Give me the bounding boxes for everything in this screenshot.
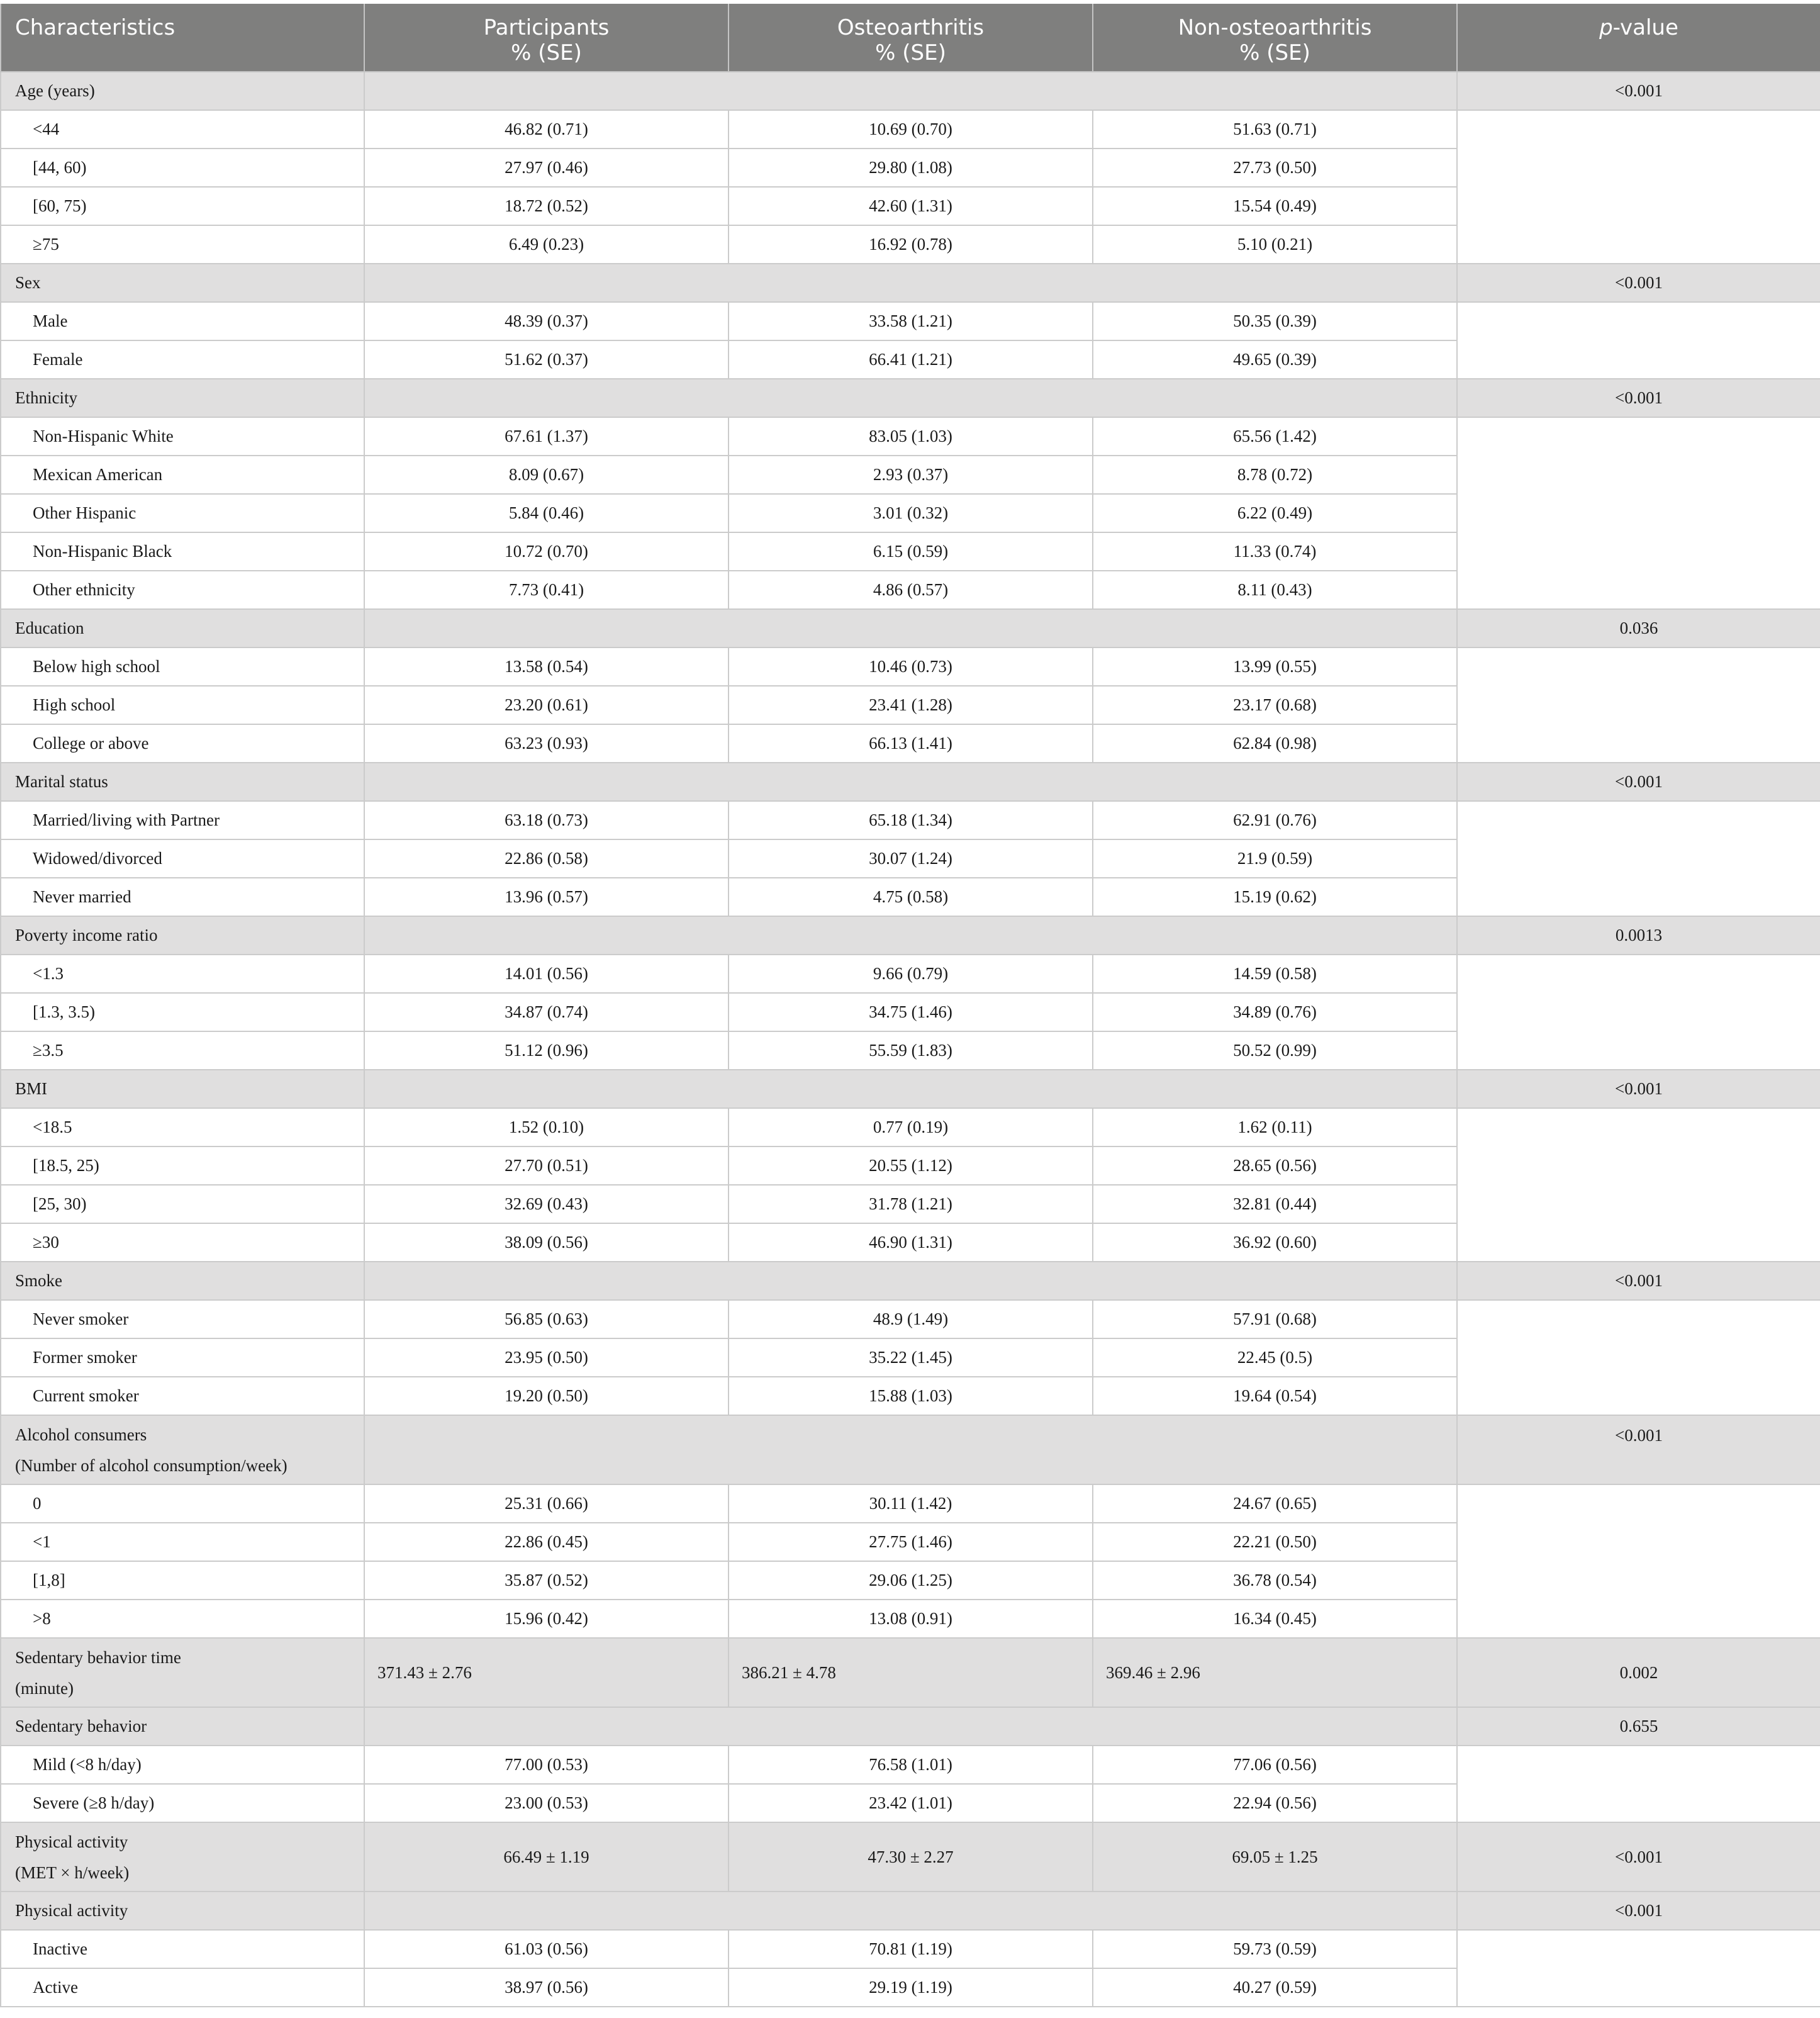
row-label: [44, 60) — [1, 149, 364, 187]
p-value-blank-cell — [1457, 1484, 1820, 1638]
row-label: ≥3.5 — [1, 1031, 364, 1070]
header-non-osteoarthritis-unit: % (SE) — [1239, 40, 1310, 65]
row-label: [1.3, 3.5) — [1, 993, 364, 1031]
row-label: Below high school — [1, 647, 364, 686]
group-value-oa: 386.21 ± 4.78 — [729, 1638, 1093, 1707]
header-osteoarthritis-label: Osteoarthritis — [837, 15, 985, 40]
cell-osteoarthritis: 4.75 (0.58) — [729, 878, 1093, 916]
group-label-text: Sedentary behavior — [15, 1717, 147, 1735]
p-value-blank-cell — [1457, 302, 1820, 379]
group-spacer — [364, 264, 1457, 302]
p-value-blank-cell — [1457, 1300, 1820, 1415]
p-value-blank-cell — [1457, 647, 1820, 763]
row-label: Widowed/divorced — [1, 839, 364, 878]
cell-osteoarthritis: 16.92 (0.78) — [729, 225, 1093, 264]
row-label: Non-Hispanic White — [1, 417, 364, 456]
group-row — [1, 916, 1820, 955]
group-spacer — [364, 72, 1457, 110]
header-p-rest: -value — [1612, 15, 1678, 40]
cell-non-osteoarthritis: 36.92 (0.60) — [1093, 1223, 1457, 1262]
cell-non-osteoarthritis: 36.78 (0.54) — [1093, 1561, 1457, 1600]
cell-osteoarthritis: 23.41 (1.28) — [729, 686, 1093, 724]
row-label: <18.5 — [1, 1108, 364, 1146]
row-label: Active — [1, 1968, 364, 2007]
group-label — [1, 1638, 364, 1707]
header-non-osteoarthritis — [1093, 4, 1457, 72]
group-label — [1, 1707, 364, 1746]
row-label: Married/living with Partner — [1, 801, 364, 839]
cell-osteoarthritis: 35.22 (1.45) — [729, 1338, 1093, 1377]
p-value: <0.001 — [1457, 72, 1820, 110]
cell-participants: 1.52 (0.10) — [364, 1108, 729, 1146]
group-spacer — [364, 1070, 1457, 1108]
cell-participants: 8.09 (0.67) — [364, 456, 729, 494]
group-spacer — [364, 763, 1457, 801]
cell-participants: 15.96 (0.42) — [364, 1600, 729, 1638]
group-label — [1, 72, 364, 110]
cell-osteoarthritis: 65.18 (1.34) — [729, 801, 1093, 839]
group-label-text: Education — [15, 619, 84, 637]
row-label: <44 — [1, 110, 364, 149]
row-label: ≥75 — [1, 225, 364, 264]
header-p-value-label — [1464, 15, 1814, 40]
group-label — [1, 763, 364, 801]
row-label: Mild (<8 h/day) — [1, 1746, 364, 1784]
row-label: Other Hispanic — [1, 494, 364, 532]
row-label: Non-Hispanic Black — [1, 532, 364, 571]
group-label-text: Physical activity — [15, 1901, 128, 1920]
p-value: <0.001 — [1457, 1892, 1820, 1930]
cell-osteoarthritis: 66.41 (1.21) — [729, 340, 1093, 379]
cell-osteoarthritis: 6.15 (0.59) — [729, 532, 1093, 571]
cell-osteoarthritis: 31.78 (1.21) — [729, 1185, 1093, 1223]
cell-participants: 7.73 (0.41) — [364, 571, 729, 609]
p-value: 0.036 — [1457, 609, 1820, 647]
cell-participants: 63.23 (0.93) — [364, 724, 729, 763]
cell-non-osteoarthritis: 59.73 (0.59) — [1093, 1930, 1457, 1968]
group-spacer — [364, 916, 1457, 955]
table-row — [1, 1108, 1820, 1146]
row-label: Other ethnicity — [1, 571, 364, 609]
table-header — [1, 4, 1820, 72]
row-label: [1,8] — [1, 1561, 364, 1600]
cell-participants: 61.03 (0.56) — [364, 1930, 729, 1968]
cell-osteoarthritis: 70.81 (1.19) — [729, 1930, 1093, 1968]
group-value-oa: 47.30 ± 2.27 — [729, 1822, 1093, 1892]
group-label — [1, 1415, 364, 1484]
cell-participants: 48.39 (0.37) — [364, 302, 729, 340]
group-value-non-oa: 69.05 ± 1.25 — [1093, 1822, 1457, 1892]
cell-non-osteoarthritis: 8.78 (0.72) — [1093, 456, 1457, 494]
row-label: <1.3 — [1, 955, 364, 993]
p-value-blank-cell — [1457, 801, 1820, 916]
group-label-text: Alcohol consumers — [15, 1425, 147, 1444]
p-value: 0.655 — [1457, 1707, 1820, 1746]
p-value-blank-cell — [1457, 1930, 1820, 2007]
cell-participants: 27.97 (0.46) — [364, 149, 729, 187]
group-row — [1, 1892, 1820, 1930]
row-label: [18.5, 25) — [1, 1146, 364, 1185]
group-row — [1, 763, 1820, 801]
cell-osteoarthritis: 15.88 (1.03) — [729, 1377, 1093, 1415]
cell-participants: 13.96 (0.57) — [364, 878, 729, 916]
cell-non-osteoarthritis: 28.65 (0.56) — [1093, 1146, 1457, 1185]
cell-non-osteoarthritis: 22.94 (0.56) — [1093, 1784, 1457, 1822]
cell-osteoarthritis: 20.55 (1.12) — [729, 1146, 1093, 1185]
group-spacer — [364, 609, 1457, 647]
cell-participants: 23.95 (0.50) — [364, 1338, 729, 1377]
p-value-blank-cell — [1457, 1108, 1820, 1262]
cell-non-osteoarthritis: 21.9 (0.59) — [1093, 839, 1457, 878]
table-row — [1, 1930, 1820, 1968]
group-spacer — [364, 1415, 1457, 1484]
cell-osteoarthritis: 66.13 (1.41) — [729, 724, 1093, 763]
cell-osteoarthritis: 0.77 (0.19) — [729, 1108, 1093, 1146]
cell-participants: 22.86 (0.58) — [364, 839, 729, 878]
table-row — [1, 417, 1820, 456]
p-value-blank-cell — [1457, 1746, 1820, 1822]
group-label — [1, 379, 364, 417]
group-label — [1, 609, 364, 647]
cell-non-osteoarthritis: 62.91 (0.76) — [1093, 801, 1457, 839]
cell-non-osteoarthritis: 49.65 (0.39) — [1093, 340, 1457, 379]
cell-participants: 38.09 (0.56) — [364, 1223, 729, 1262]
cell-non-osteoarthritis: 15.19 (0.62) — [1093, 878, 1457, 916]
cell-non-osteoarthritis: 22.21 (0.50) — [1093, 1523, 1457, 1561]
cell-participants: 23.20 (0.61) — [364, 686, 729, 724]
cell-participants: 14.01 (0.56) — [364, 955, 729, 993]
header-non-osteoarthritis-label: Non-osteoarthritis — [1178, 15, 1372, 40]
group-label — [1, 1070, 364, 1108]
cell-osteoarthritis: 30.11 (1.42) — [729, 1484, 1093, 1523]
cell-participants: 32.69 (0.43) — [364, 1185, 729, 1223]
row-label: Female — [1, 340, 364, 379]
header-row — [1, 4, 1820, 72]
cell-participants: 6.49 (0.23) — [364, 225, 729, 264]
table-row — [1, 1484, 1820, 1523]
group-row — [1, 1262, 1820, 1300]
group-label-subtext: (minute) — [15, 1679, 74, 1698]
header-characteristics — [1, 4, 364, 72]
cell-participants: 13.58 (0.54) — [364, 647, 729, 686]
cell-non-osteoarthritis: 24.67 (0.65) — [1093, 1484, 1457, 1523]
group-spacer — [364, 379, 1457, 417]
cell-non-osteoarthritis: 6.22 (0.49) — [1093, 494, 1457, 532]
group-row — [1, 1822, 1820, 1892]
cell-osteoarthritis: 27.75 (1.46) — [729, 1523, 1093, 1561]
table-row — [1, 1746, 1820, 1784]
table-row — [1, 110, 1820, 149]
cell-non-osteoarthritis: 5.10 (0.21) — [1093, 225, 1457, 264]
group-value-non-oa: 369.46 ± 2.96 — [1093, 1638, 1457, 1707]
p-value-blank-cell — [1457, 955, 1820, 1070]
p-value: <0.001 — [1457, 1070, 1820, 1108]
cell-participants: 18.72 (0.52) — [364, 187, 729, 225]
cell-osteoarthritis: 10.69 (0.70) — [729, 110, 1093, 149]
row-label: Male — [1, 302, 364, 340]
cell-non-osteoarthritis: 40.27 (0.59) — [1093, 1968, 1457, 2007]
cell-non-osteoarthritis: 19.64 (0.54) — [1093, 1377, 1457, 1415]
group-label — [1, 1262, 364, 1300]
row-label: 0 — [1, 1484, 364, 1523]
group-label-subtext: (Number of alcohol consumption/week) — [15, 1456, 288, 1475]
cell-participants: 77.00 (0.53) — [364, 1746, 729, 1784]
group-label-text: Smoke — [15, 1271, 63, 1290]
cell-non-osteoarthritis: 22.45 (0.5) — [1093, 1338, 1457, 1377]
header-participants-label: Participants — [483, 15, 610, 40]
cell-osteoarthritis: 29.06 (1.25) — [729, 1561, 1093, 1600]
group-label — [1, 1822, 364, 1892]
cell-osteoarthritis: 48.9 (1.49) — [729, 1300, 1093, 1338]
row-label: [60, 75) — [1, 187, 364, 225]
row-label: Inactive — [1, 1930, 364, 1968]
cell-non-osteoarthritis: 50.35 (0.39) — [1093, 302, 1457, 340]
group-row — [1, 264, 1820, 302]
header-participants-unit: % (SE) — [511, 40, 582, 65]
cell-non-osteoarthritis: 1.62 (0.11) — [1093, 1108, 1457, 1146]
p-value: <0.001 — [1457, 763, 1820, 801]
p-value: <0.001 — [1457, 1262, 1820, 1300]
group-label-text: Age (years) — [15, 81, 95, 100]
table-row — [1, 302, 1820, 340]
cell-participants: 38.97 (0.56) — [364, 1968, 729, 2007]
group-label-text: Physical activity — [15, 1832, 128, 1851]
row-label: <1 — [1, 1523, 364, 1561]
cell-participants: 23.00 (0.53) — [364, 1784, 729, 1822]
header-osteoarthritis-unit: % (SE) — [875, 40, 946, 65]
p-value-blank-cell — [1457, 417, 1820, 609]
cell-non-osteoarthritis: 16.34 (0.45) — [1093, 1600, 1457, 1638]
cell-non-osteoarthritis: 62.84 (0.98) — [1093, 724, 1457, 763]
cell-osteoarthritis: 9.66 (0.79) — [729, 955, 1093, 993]
header-p-value — [1457, 4, 1820, 72]
table-row — [1, 647, 1820, 686]
cell-participants: 35.87 (0.52) — [364, 1561, 729, 1600]
cell-osteoarthritis: 23.42 (1.01) — [729, 1784, 1093, 1822]
cell-non-osteoarthritis: 50.52 (0.99) — [1093, 1031, 1457, 1070]
group-value-participants: 66.49 ± 1.19 — [364, 1822, 729, 1892]
p-value: <0.001 — [1457, 1822, 1820, 1892]
cell-participants: 46.82 (0.71) — [364, 110, 729, 149]
table-row — [1, 955, 1820, 993]
row-label: [25, 30) — [1, 1185, 364, 1223]
characteristics-table-container — [0, 4, 1820, 2007]
p-value: <0.001 — [1457, 1415, 1820, 1484]
cell-non-osteoarthritis: 15.54 (0.49) — [1093, 187, 1457, 225]
header-osteoarthritis — [729, 4, 1093, 72]
cell-non-osteoarthritis: 8.11 (0.43) — [1093, 571, 1457, 609]
p-value-blank-cell — [1457, 110, 1820, 264]
cell-non-osteoarthritis: 34.89 (0.76) — [1093, 993, 1457, 1031]
cell-osteoarthritis: 4.86 (0.57) — [729, 571, 1093, 609]
cell-non-osteoarthritis: 51.63 (0.71) — [1093, 110, 1457, 149]
cell-osteoarthritis: 13.08 (0.91) — [729, 1600, 1093, 1638]
row-label: ≥30 — [1, 1223, 364, 1262]
group-label-text: Poverty income ratio — [15, 926, 158, 945]
row-label: Former smoker — [1, 1338, 364, 1377]
cell-participants: 34.87 (0.74) — [364, 993, 729, 1031]
row-label: Never married — [1, 878, 364, 916]
cell-non-osteoarthritis: 23.17 (0.68) — [1093, 686, 1457, 724]
group-row — [1, 1707, 1820, 1746]
cell-participants: 19.20 (0.50) — [364, 1377, 729, 1415]
cell-osteoarthritis: 29.19 (1.19) — [729, 1968, 1093, 2007]
row-label: High school — [1, 686, 364, 724]
p-value: <0.001 — [1457, 379, 1820, 417]
cell-participants: 51.62 (0.37) — [364, 340, 729, 379]
cell-participants: 22.86 (0.45) — [364, 1523, 729, 1561]
cell-participants: 25.31 (0.66) — [364, 1484, 729, 1523]
table-body — [1, 72, 1820, 2007]
group-spacer — [364, 1892, 1457, 1930]
p-value: 0.0013 — [1457, 916, 1820, 955]
cell-non-osteoarthritis: 77.06 (0.56) — [1093, 1746, 1457, 1784]
cell-osteoarthritis: 55.59 (1.83) — [729, 1031, 1093, 1070]
group-row — [1, 1638, 1820, 1707]
cell-participants: 63.18 (0.73) — [364, 801, 729, 839]
cell-participants: 51.12 (0.96) — [364, 1031, 729, 1070]
cell-osteoarthritis: 34.75 (1.46) — [729, 993, 1093, 1031]
row-label: College or above — [1, 724, 364, 763]
cell-participants: 5.84 (0.46) — [364, 494, 729, 532]
cell-osteoarthritis: 76.58 (1.01) — [729, 1746, 1093, 1784]
cell-non-osteoarthritis: 13.99 (0.55) — [1093, 647, 1457, 686]
row-label: >8 — [1, 1600, 364, 1638]
group-label-text: Sex — [15, 273, 41, 292]
cell-osteoarthritis: 29.80 (1.08) — [729, 149, 1093, 187]
cell-osteoarthritis: 33.58 (1.21) — [729, 302, 1093, 340]
cell-non-osteoarthritis: 27.73 (0.50) — [1093, 149, 1457, 187]
cell-participants: 27.70 (0.51) — [364, 1146, 729, 1185]
cell-non-osteoarthritis: 65.56 (1.42) — [1093, 417, 1457, 456]
group-row — [1, 609, 1820, 647]
row-label: Mexican American — [1, 456, 364, 494]
cell-non-osteoarthritis: 57.91 (0.68) — [1093, 1300, 1457, 1338]
group-label-text: BMI — [15, 1079, 48, 1098]
group-label-text: Sedentary behavior time — [15, 1648, 181, 1667]
cell-osteoarthritis: 83.05 (1.03) — [729, 417, 1093, 456]
cell-non-osteoarthritis: 11.33 (0.74) — [1093, 532, 1457, 571]
cell-osteoarthritis: 2.93 (0.37) — [729, 456, 1093, 494]
cell-osteoarthritis: 42.60 (1.31) — [729, 187, 1093, 225]
group-row — [1, 72, 1820, 110]
group-label — [1, 264, 364, 302]
group-row — [1, 379, 1820, 417]
group-spacer — [364, 1707, 1457, 1746]
table-row — [1, 1300, 1820, 1338]
row-label: Current smoker — [1, 1377, 364, 1415]
cell-non-osteoarthritis: 32.81 (0.44) — [1093, 1185, 1457, 1223]
row-label: Severe (≥8 h/day) — [1, 1784, 364, 1822]
cell-participants: 10.72 (0.70) — [364, 532, 729, 571]
group-spacer — [364, 1262, 1457, 1300]
header-p-italic: p — [1599, 15, 1613, 40]
cell-osteoarthritis: 3.01 (0.32) — [729, 494, 1093, 532]
group-row — [1, 1415, 1820, 1484]
cell-osteoarthritis: 30.07 (1.24) — [729, 839, 1093, 878]
group-label-text: Marital status — [15, 772, 108, 791]
header-participants — [364, 4, 729, 72]
characteristics-table — [0, 4, 1820, 2007]
p-value: <0.001 — [1457, 264, 1820, 302]
cell-participants: 56.85 (0.63) — [364, 1300, 729, 1338]
p-value: 0.002 — [1457, 1638, 1820, 1707]
cell-participants: 67.61 (1.37) — [364, 417, 729, 456]
row-label: Never smoker — [1, 1300, 364, 1338]
cell-osteoarthritis: 46.90 (1.31) — [729, 1223, 1093, 1262]
group-label — [1, 1892, 364, 1930]
cell-osteoarthritis: 10.46 (0.73) — [729, 647, 1093, 686]
group-label-subtext: (MET × h/week) — [15, 1863, 130, 1882]
group-row — [1, 1070, 1820, 1108]
header-characteristics-label: Characteristics — [15, 15, 176, 40]
cell-non-osteoarthritis: 14.59 (0.58) — [1093, 955, 1457, 993]
group-value-participants: 371.43 ± 2.76 — [364, 1638, 729, 1707]
group-label-text: Ethnicity — [15, 388, 77, 407]
table-row — [1, 801, 1820, 839]
group-label — [1, 916, 364, 955]
